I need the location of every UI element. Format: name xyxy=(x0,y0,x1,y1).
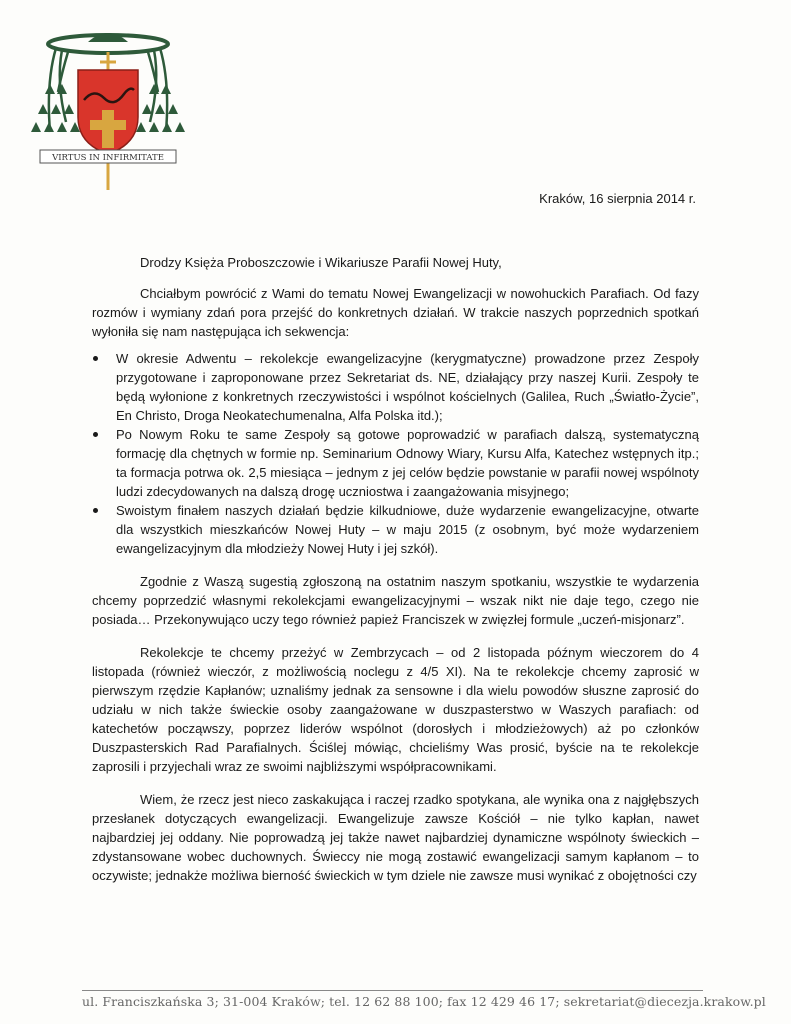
list-item: Swoistym finałem naszych działań będzie kilkudniowe, duże wydarzenie ewangelizacyjne, otwarte dla wszystkich mieszkańców Nowej Huty – w maju 2015 (z osobnym, być może wydarzeniem ewangelizacyjnym dla młodzieży Nowej Huty i jej szkół). xyxy=(92,501,699,558)
salutation: Drodzy Księża Proboszczowie i Wikariusze Parafii Nowej Huty, xyxy=(140,255,502,270)
list-item: W okresie Adwentu – rekolekcje ewangelizacyjne (kerygmatyczne) prowadzone przez Zespoły przygotowane i zaproponowane przez Sekretariat ds. NE, działający przy naszej Kurii. Zespoły te będą wyłonione z konkretnych rzeczywistości i wspólnot kościelnych (Galilea, Ruch „Światło-Życie”, En Christo, Droga Neokatechumenalna, Alfa Polska itd.); xyxy=(92,349,699,425)
coat-of-arms xyxy=(28,22,188,192)
letter-body xyxy=(92,253,699,899)
paragraph: Wiem, że rzecz jest nieco zaskakująca i raczej rzadko spotykana, ale wynika ona z najgłębszych przesłanek dotyczących ewangelizacji. Ewangelizuje zawsze Kościół – nie tylko kapłan, nawet najbardziej jej oddany. Nie poprowadzą jej także nawet najbardziej dynamiczne wspólnoty świeckich – zdystansowane wobec duchownych. Świeccy nie mogą zostawić ewangelizacji samym kapłanom – to oczywiste; jednakże możliwa bierność świeckich w tym dziele nie zawsze musi wynikać z obojętności czy xyxy=(92,792,699,883)
sequence-list xyxy=(92,349,699,558)
motto-text: VIRTUS IN INFIRMITATE xyxy=(52,153,164,163)
paragraph: Rekolekcje te chcemy przeżyć w Zembrzycach – od 2 listopada późnym wieczorem do 4 listopada (również wieczór, z możliwością noclegu z 4/5 XI). Na te rekolekcje chcemy zaprosić w pierwszym rzędzie Kapłanów; uznaliśmy jednak za sensowne i dla wielu powodów słuszne zaprosić do udziału w nich także świeckie osoby zaangażowane w duszpasterstwo w Waszych parafiach: od katechetów począwszy, poprzez liderów wspólnot (dorosłych i młodzieżowych) aż po członków Duszpasterskich Rad Parafialnych. Ściślej mówiąc, chcieliśmy Was prosić, byście na te rekolekcje zaprosili i przyjechali wraz ze swoimi najbliższymi współpracownikami. xyxy=(92,645,699,774)
intro-paragraph: Chciałbym powrócić z Wami do tematu Nowej Ewangelizacji w nowohuckich Parafiach. Od fazy rozmów i wymiany zdań pora przejść do konkretnych działań. W trakcie naszych poprzednich spotkań wyłoniła się nam następująca ich sekwencja: xyxy=(92,286,699,339)
paragraph: Zgodnie z Waszą sugestią zgłoszoną na ostatnim naszym spotkaniu, wszystkie te wydarzenia chcemy poprzedzić własnymi rekolekcjami ewangelizacyjnymi – wszak nikt nie daje tego, czego nie posiada… Przekonywująco uczy tego również papież Franciszek w zwięzłej formule „uczeń-misjonarz”. xyxy=(92,574,699,627)
list-item: Po Nowym Roku te same Zespoły są gotowe poprowadzić w parafiach dalszą, systematyczną formację dla chętnych w formie np. Seminarium Odnowy Wiary, Kursu Alfa, Katechez wstępnych itp.; ta formacja potrwa ok. 2,5 miesiąca – jednym z jej celów będzie powstanie w parafii nowej wspólnoty ludzi zdecydowanych na dalszą drogę uczniostwa i zaangażowania misyjnego; xyxy=(92,425,699,501)
footer-divider xyxy=(82,990,703,991)
letter-date: Kraków, 16 sierpnia 2014 r. xyxy=(539,191,696,206)
letterhead-footer: ul. Franciszkańska 3; 31-004 Kraków; tel. 12 62 88 100; fax 12 429 46 17; sekretariat@diecezja.krakow.pl xyxy=(82,994,766,1009)
